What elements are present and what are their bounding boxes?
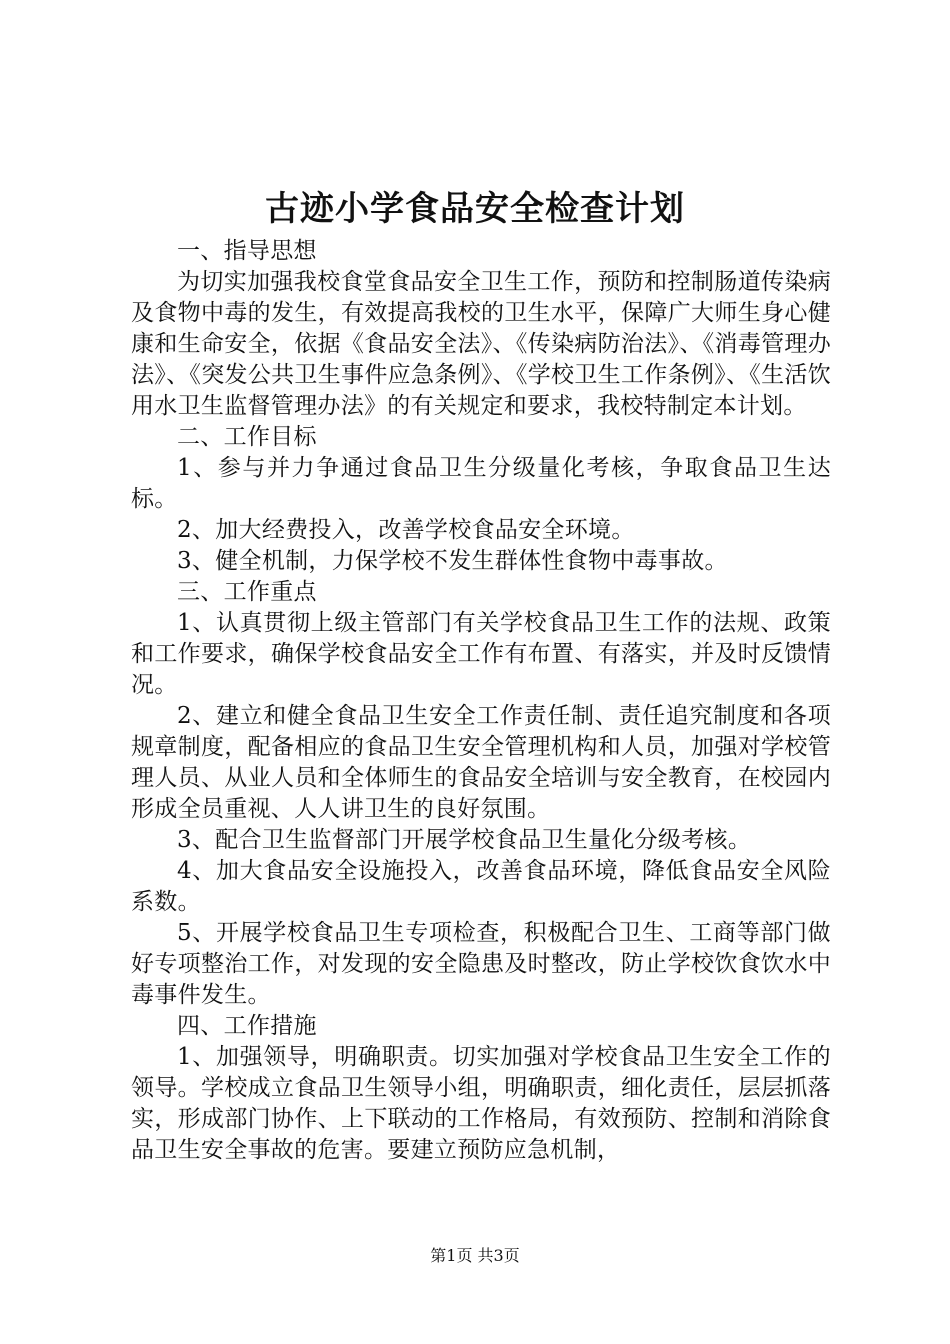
- paragraph: 5、开展学校食品卫生专项检查，积极配合卫生、工商等部门做好专项整治工作，对发现的安全隐患及时整改，防止学校饮食饮水中毒事件发生。: [131, 920, 831, 1008]
- paragraph: 3、配合卫生监督部门开展学校食品卫生量化分级考核。: [177, 827, 752, 853]
- page-footer: 第1页 共3页: [430, 1246, 520, 1265]
- paragraph: 3、健全机制，力保学校不发生群体性食物中毒事故。: [177, 548, 728, 574]
- document-body: [131, 236, 831, 1166]
- paragraph: 1、参与并力争通过食品卫生分级量化考核，争取食品卫生达标。: [131, 455, 831, 512]
- paragraph: 4、加大食品安全设施投入，改善食品环境，降低食品安全风险系数。: [131, 858, 831, 915]
- section-heading: 一、指导思想: [177, 238, 317, 264]
- section-heading: 二、工作目标: [177, 424, 317, 450]
- paragraph: 1、加强领导，明确职责。切实加强对学校食品卫生安全工作的领导。学校成立食品卫生领导小组，明确职责，细化责任，层层抓落实，形成部门协作、上下联动的工作格局，有效预防、控制和消除食品卫生安全事故的危害。要建立预防应急机制，: [131, 1044, 831, 1163]
- section-heading: 三、工作重点: [177, 579, 317, 605]
- paragraph: 1、认真贯彻上级主管部门有关学校食品卫生工作的法规、政策和工作要求，确保学校食品安全工作有布置、有落实，并及时反馈情况。: [131, 610, 831, 698]
- section-heading: 四、工作措施: [177, 1013, 317, 1039]
- paragraph: 为切实加强我校食堂食品安全卫生工作，预防和控制肠道传染病及食物中毒的发生，有效提高我校的卫生水平，保障广大师生身心健康和生命安全，依据《食品安全法》、《传染病防治法》、《消毒管理办法》、《突发公共卫生事件应急条例》、《学校卫生工作条例》、《生活饮用水卫生监督管理办法》的有关规定和要求，我校特制定本计划。: [131, 269, 831, 419]
- paragraph: 2、建立和健全食品卫生安全工作责任制、责任追究制度和各项规章制度，配备相应的食品卫生安全管理机构和人员，加强对学校管理人员、从业人员和全体师生的食品安全培训与安全教育，在校园内形成全员重视、人人讲卫生的良好氛围。: [131, 703, 831, 822]
- document-title: 古迹小学食品安全检查计划: [265, 189, 685, 229]
- paragraph: 2、加大经费投入，改善学校食品安全环境。: [177, 517, 635, 543]
